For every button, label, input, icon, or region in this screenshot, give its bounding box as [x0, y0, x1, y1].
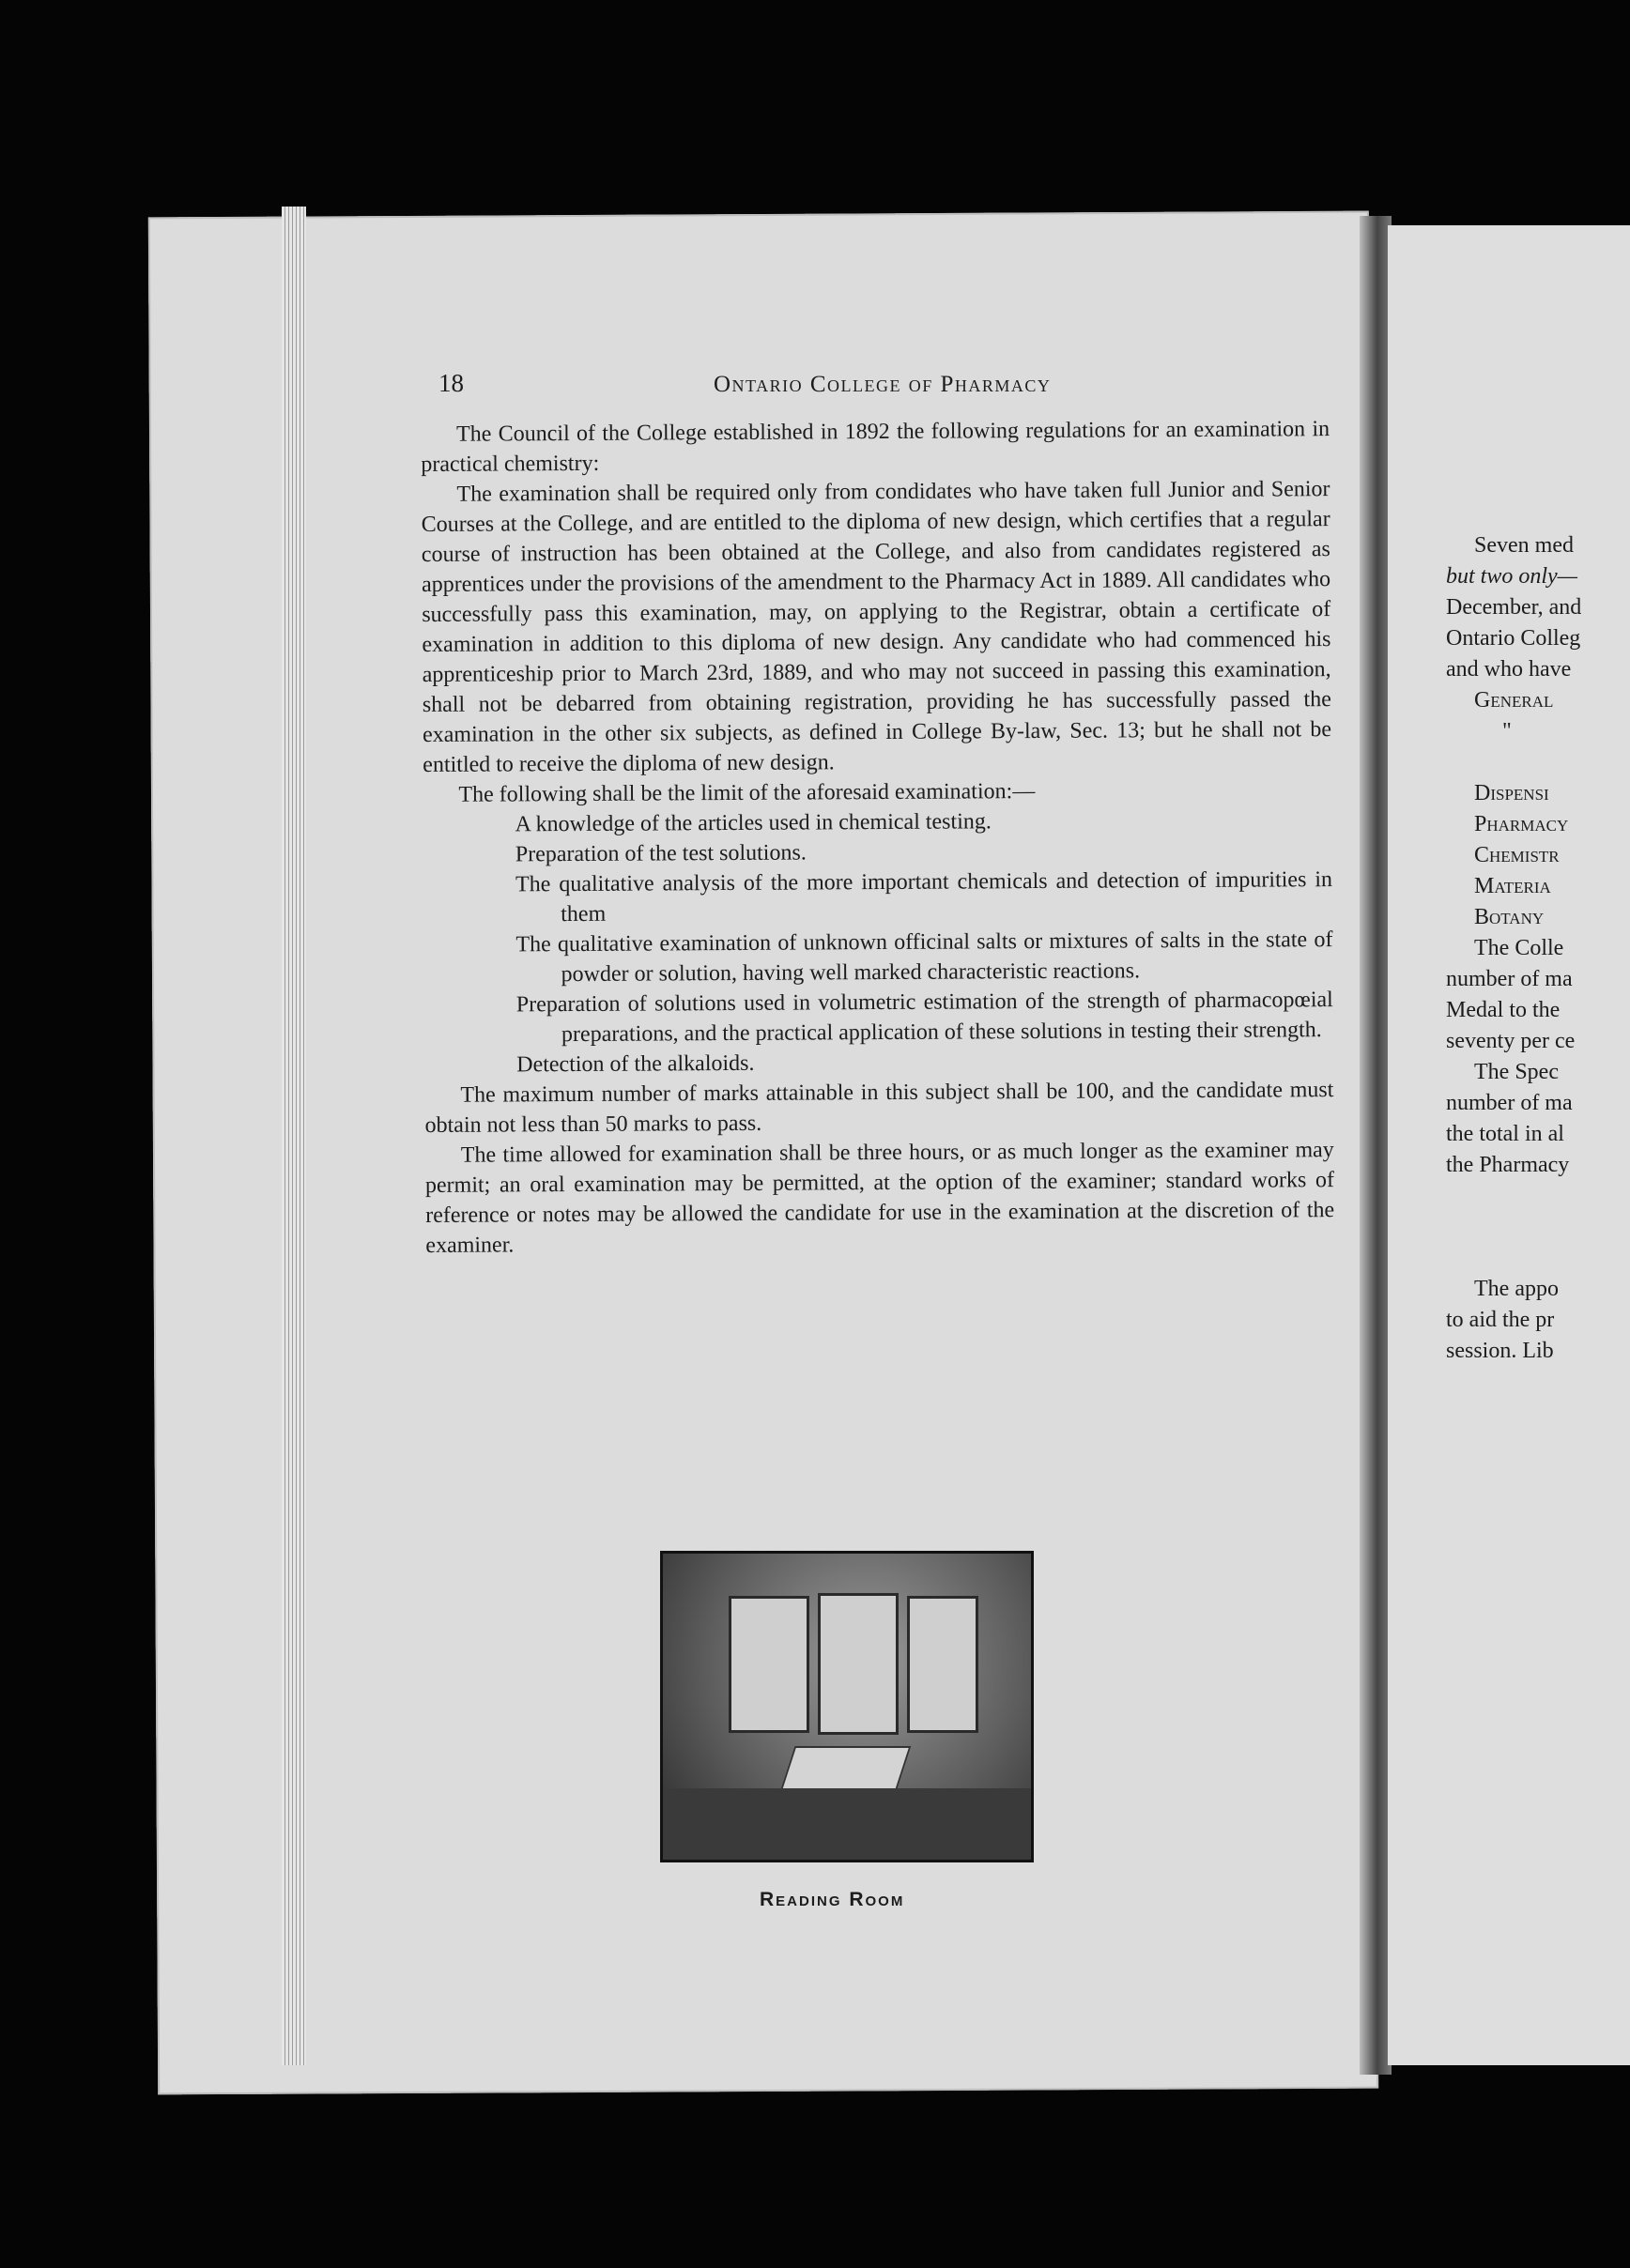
page-edges [282, 207, 306, 2065]
photo-window [818, 1593, 899, 1735]
right-page-line: The appo [1474, 1277, 1559, 1301]
right-page-line: Chemistr [1474, 843, 1560, 867]
right-page-line: and who have [1446, 657, 1572, 682]
paragraph-examination-requirements: The examination shall be required only from condidates who have taken full Junior and Senior Courses at the College, and are entitled to the diploma of new design, which certifies that a regular course of instruction has been obtained at the College, and also from candidates registered as apprentices under the provisions of the amendment to the Pharmacy Act in 1889. All candidates who successfully pass this examination, may, on applying to the Registrar, obtain a certificate of examination in addition to this diploma of new design. Any candidate who had commenced his apprenticeship prior to March 23rd, 1889, and who may not succeed in passing this examination, shall not be debarred from obtaining registration, providing he has successfully passed the examination in the other six subjects, as defined in College By-law, Sec. 13; but he shall not be entitled to receive the diploma of new design. [421, 477, 1332, 777]
right-page-line [1446, 1181, 1630, 1212]
right-page-line: Materia [1474, 874, 1551, 898]
right-page-line: session. Lib [1446, 1339, 1554, 1363]
photo-window [729, 1596, 809, 1733]
right-page-line: seventy per ce [1446, 1029, 1576, 1053]
main-text [421, 414, 1334, 1261]
limits-list [515, 805, 1334, 1080]
running-head: Ontario College of Pharmacy [714, 372, 1052, 397]
right-page-line: The Colle [1474, 936, 1564, 960]
book-gutter [1360, 216, 1392, 2075]
reading-room-photo [660, 1551, 1034, 1862]
right-page-line: number of ma [1446, 1091, 1573, 1115]
right-page-line [1446, 1212, 1630, 1243]
right-page-line [1446, 1243, 1630, 1274]
right-page-line: to aid the pr [1446, 1308, 1555, 1332]
list-item: Detection of the alkaloids. [516, 1050, 755, 1078]
right-page-line: Ontario Colleg [1446, 626, 1581, 651]
right-page-line: the Pharmacy [1446, 1153, 1570, 1177]
photo-caption: Reading Room [760, 1889, 905, 1910]
paragraph-limits-intro: The following shall be the limit of the aforesaid examination:— [458, 779, 1036, 807]
paragraph-time-allowed: The time allowed for examination shall be three hours, or as much longer as the examiner may permit; an oral examination may be permitted, at the option of the examiner; standard works of reference or notes may be allowed the candidate for use in the examination at the discretion of the examiner. [424, 1138, 1335, 1258]
list-item: The qualitative examination of unknown officinal salts or mixtures of salts in the state of powder or solution, having well marked characteristic reactions. [515, 927, 1333, 988]
photo-floor [663, 1788, 1031, 1862]
right-page-line: Medal to the [1446, 998, 1561, 1022]
right-page-line [1446, 747, 1630, 778]
right-page-line: Seven med [1474, 533, 1574, 558]
page-number: 18 [438, 369, 464, 397]
paragraph-council: The Council of the College established in 1892 the following regulations for an examination in practical chemistry: [421, 417, 1330, 477]
list-item: Preparation of solutions used in volumetric estimation of the strength of pharmacopœial preparations, and the practical application of these solutions in testing their strength. [515, 988, 1333, 1048]
paragraph-maximum-marks: The maximum number of marks attainable in this subject shall be 100, and the candidate must obtain not less than 50 marks to pass. [424, 1078, 1334, 1138]
right-page-line: Pharmacy [1474, 812, 1569, 836]
right-page-line: number of ma [1446, 967, 1573, 991]
right-page-line: Botany [1474, 905, 1545, 929]
list-item: The qualitative analysis of the more important chemicals and detection of impurities in them [515, 867, 1333, 927]
right-page-line: December, and [1446, 595, 1582, 620]
right-page-line: General [1474, 688, 1554, 713]
right-page-line: the total in al [1446, 1122, 1564, 1146]
right-page-line: The Spec [1474, 1060, 1559, 1084]
right-page-line: Dispensi [1474, 781, 1549, 805]
list-item: A knowledge of the articles used in chemical testing. [515, 809, 992, 837]
right-page-line: but two only— [1446, 564, 1578, 589]
right-page-line: " [1502, 719, 1512, 743]
right-page-text [1446, 530, 1630, 1367]
photo-window [907, 1596, 978, 1733]
list-item: Preparation of the test solutions. [515, 840, 807, 867]
